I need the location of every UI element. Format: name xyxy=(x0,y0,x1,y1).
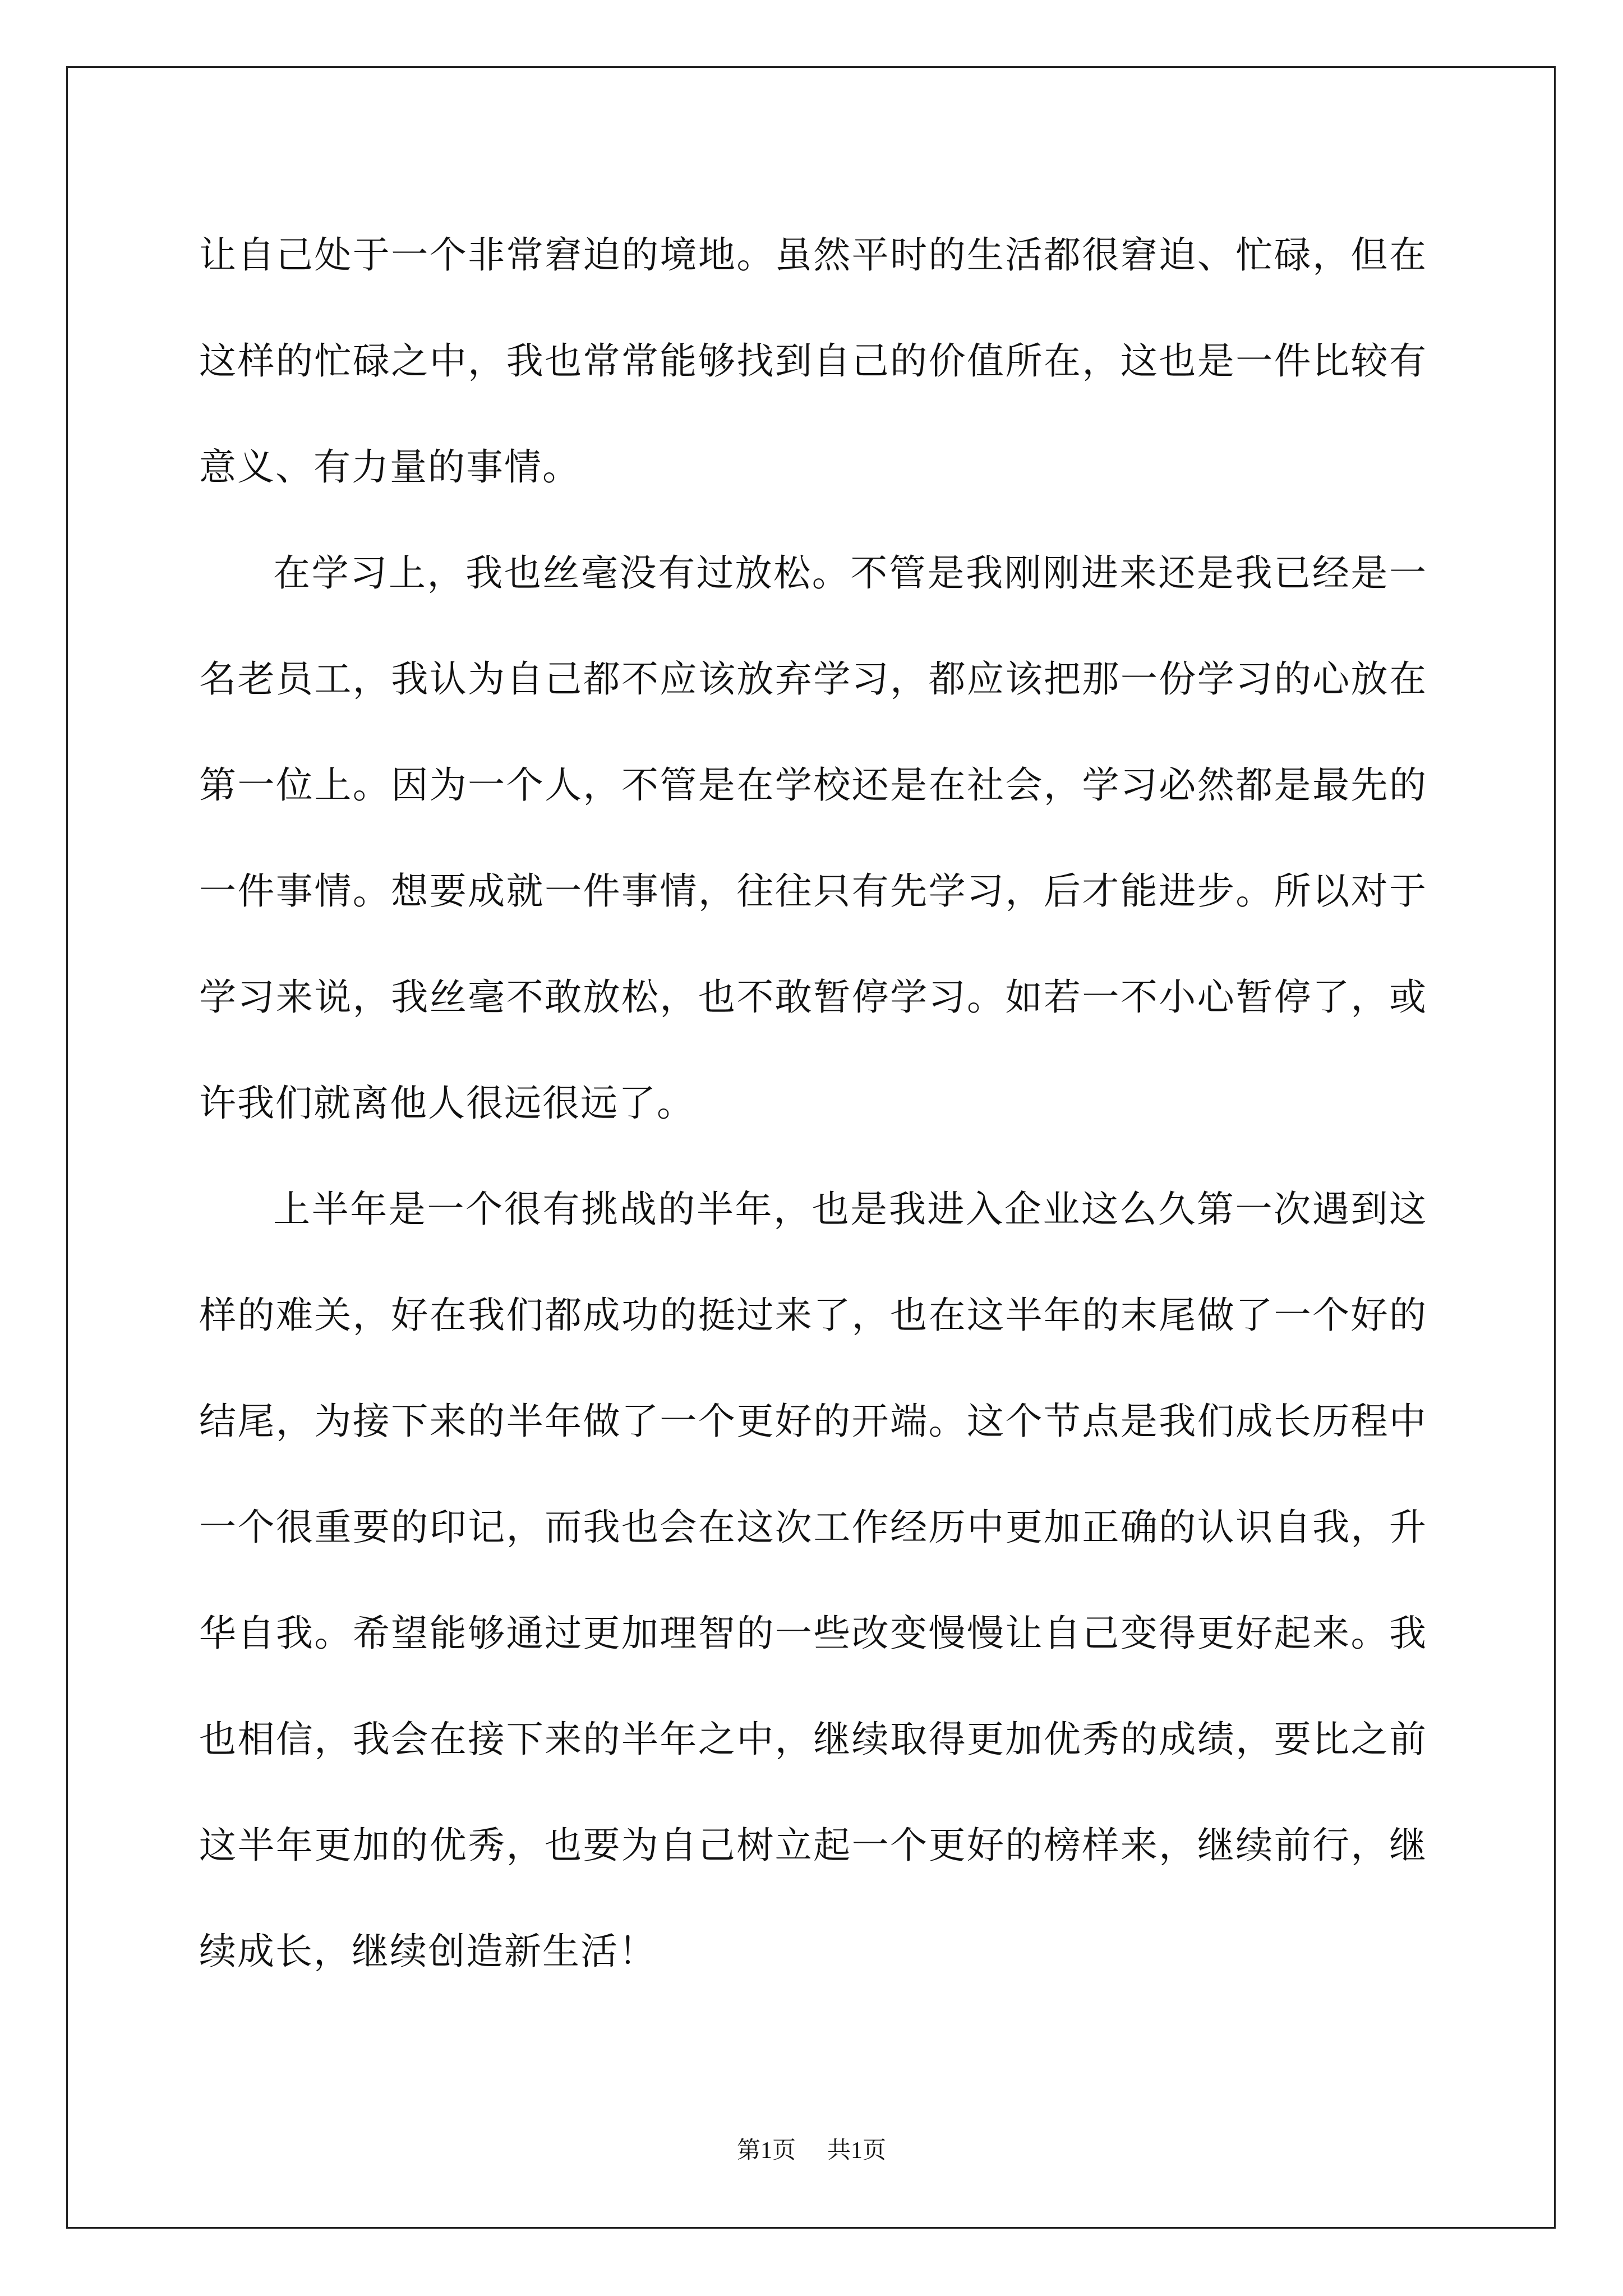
paragraph-3: 上半年是一个很有挑战的半年，也是我进入企业这么久第一次遇到这样的难关，好在我们都成功的挺过来了，也在这半年的末尾做了一个好的结尾，为接下来的半年做了一个更好的开端。这个节点是我们成长历程中一个很重要的印记，而我也会在这次工作经历中更加正确的认识自我，升华自我。希望能够通过更加理智的一些改变慢慢让自己变得更好起来。我也相信，我会在接下来的半年之中，继续取得更加优秀的成绩，要比之前这半年更加的优秀，也要为自己树立起一个更好的榜样来，继续前行，继续成长，继续创造新生活！ xyxy=(199,1188,1427,1973)
page-footer xyxy=(0,2132,1623,2165)
document-body xyxy=(199,202,1427,2004)
page-number: 第1页 xyxy=(736,2138,796,2164)
page-total: 共1页 xyxy=(827,2138,887,2164)
paragraph-2: 在学习上，我也丝毫没有过放松。不管是我刚刚进来还是我已经是一名老员工，我认为自己都不应该放弃学习，都应该把那一份学习的心放在第一位上。因为一个人，不管是在学校还是在社会，学习必然都是最先的一件事情。想要成就一件事情，往往只有先学习，后才能进步。所以对于学习来说，我丝毫不敢放松，也不敢暂停学习。如若一不小心暂停了，或许我们就离他人很远很远了。 xyxy=(199,551,1427,1125)
paragraph-1: 让自己处于一个非常窘迫的境地。虽然平时的生活都很窘迫、忙碌，但在这样的忙碌之中，我也常常能够找到自己的价值所在，这也是一件比较有意义、有力量的事情。 xyxy=(199,233,1427,489)
